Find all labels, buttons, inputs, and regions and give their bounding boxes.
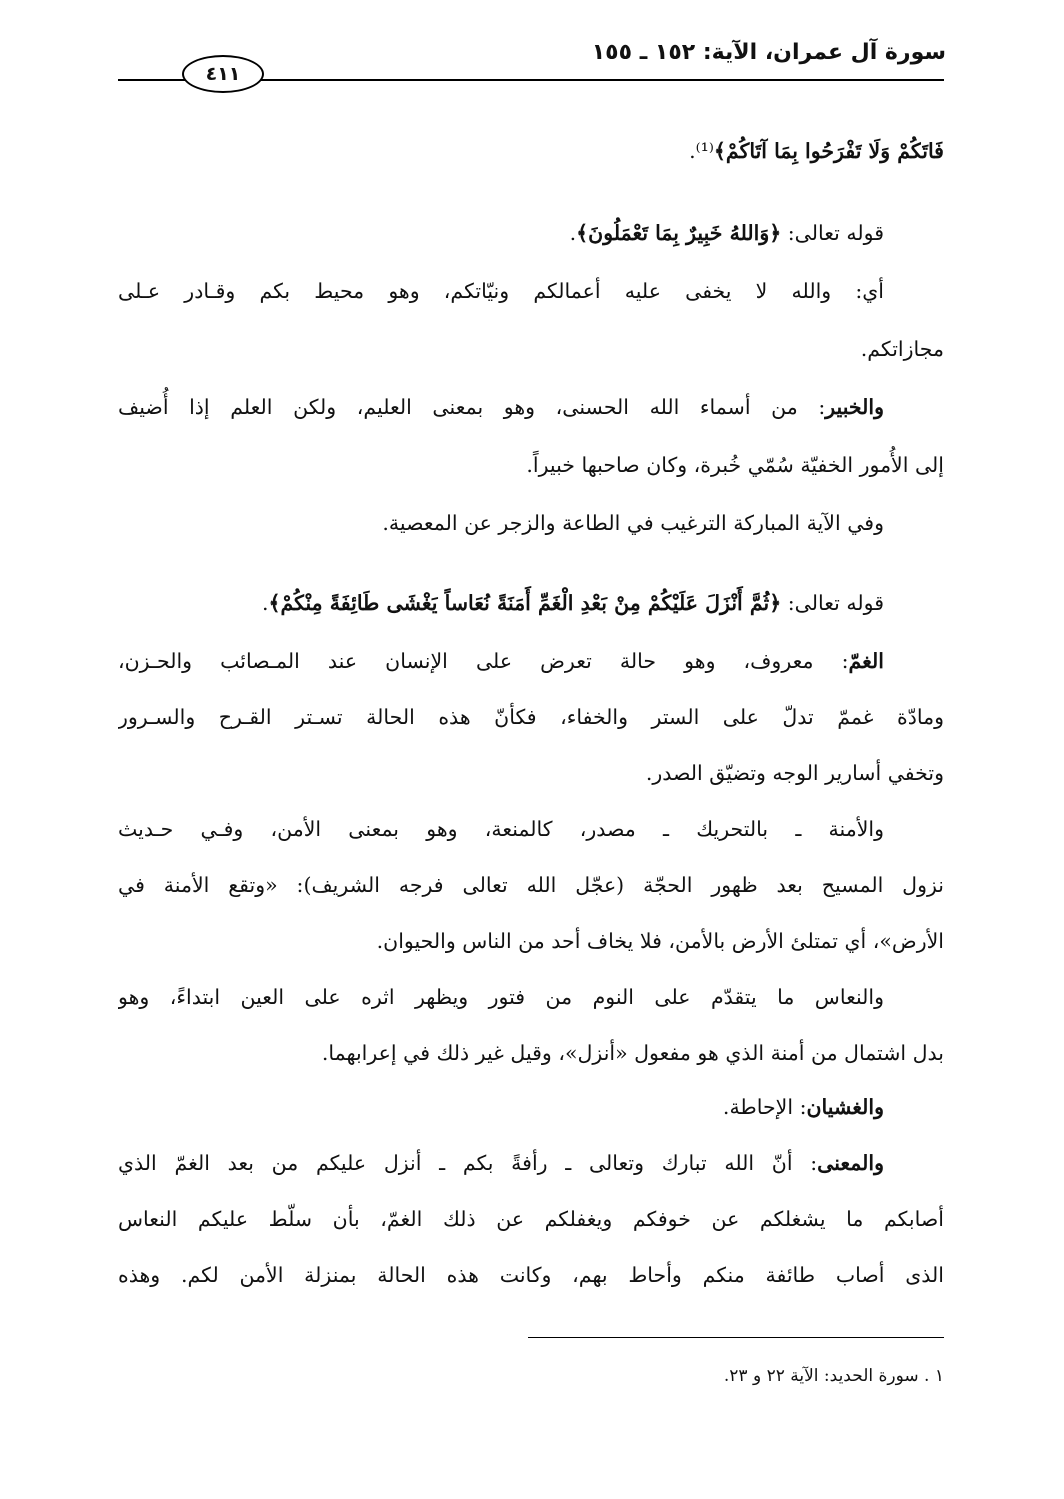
footnote-marker: ⁽¹⁾.	[689, 139, 714, 163]
text-line: أي: والله لا يخفى عليه أعمالكم ونيّاتكم، وهو محيط بكم وقـادر عـلى	[118, 279, 884, 303]
text-line: والخبير: من أسماء الله الحسنى، وهو بمعنى العليم، ولكن العلم إذا أُضيف	[118, 395, 884, 419]
text-line: قوله تعالى: ﴿ثُمَّ أَنْزَلَ عَلَيْكُمْ مِنْ بَعْدِ الْغَمِّ أَمَنَةً نُعَاساً يَغْشَى طَائِفَةً مِنْكُمْ﴾.	[261, 591, 884, 615]
text-line: والأمنة ـ بالتحريك ـ مصدر، كالمنعة، وهو بمعنى الأمن، وفـي حـديث	[118, 817, 884, 841]
text-line: والمعنى: أنّ الله تبارك وتعالى ـ رأفةً بكم ـ أنزل عليكم من بعد الغمّ الذي	[118, 1151, 884, 1175]
text-line: الذى أصاب طائفة منكم وأحاط بهم، وكانت هذه الحالة بمنزلة الأمن لكم. وهذه	[118, 1263, 944, 1287]
text-line: الأرض»، أي تمتلئ الأرض بالأمن، فلا يخاف أحد من الناس والحيوان.	[376, 929, 944, 953]
running-header-title: سورة آل عمران، الآية: ١٥٢ ـ ١٥٥	[591, 40, 946, 65]
term: والخبير	[825, 395, 884, 419]
text-line: الغمّ: معروف، وهو حالة تعرض على الإنسان عند المـصائب والحـزن،	[118, 649, 884, 673]
text-line: ومادّة غممّ تدلّ على الستر والخفاء، فكأنّ هذه الحالة تسـتر القـرح والسـرور	[118, 705, 944, 729]
quran-verse: فَاتَكُمْ وَلَا تَفْرَحُوا بِمَا آتَاكُمْ﴾	[713, 139, 944, 163]
text-line: نزول المسيح بعد ظهور الحجّة (عجّل الله تعالى فرجه الشريف): «وتقع الأمنة في	[118, 873, 944, 897]
footnote: ١ . سورة الحديد: الآية ٢٢ و ٢٣.	[723, 1366, 944, 1386]
text-line: مجازاتكم.	[860, 337, 944, 361]
text-line: بدل اشتمال من أمنة الذي هو مفعول «أنزل»، وقيل غير ذلك في إعرابهما.	[321, 1041, 944, 1065]
text-line: قوله تعالى: ﴿وَاللهُ خَبِيرٌ بِمَا تَعْمَلُونَ﴾.	[569, 221, 884, 245]
text-line: والنعاس ما يتقدّم على النوم من فتور ويظهر اثره على العين ابتداءً، وهو	[118, 985, 884, 1009]
term: الغمّ	[848, 649, 884, 673]
page-number-badge: ٤١١	[182, 55, 264, 93]
text-line: والغشيان: الإحاطة.	[722, 1095, 884, 1119]
term: والمعنى	[817, 1151, 884, 1175]
text-line: أصابكم ما يشغلكم عن خوفكم ويغفلكم عن ذلك الغمّ، بأن سلّط عليكم النعاس	[118, 1207, 944, 1231]
term: والغشيان	[806, 1095, 884, 1119]
text-line: وفي الآية المباركة الترغيب في الطاعة والزجر عن المعصية.	[382, 511, 884, 535]
quran-verse: ﴿وَاللهُ خَبِيرٌ بِمَا تَعْمَلُونَ﴾	[576, 221, 782, 245]
text-line: إلى الأُمور الخفيّة سُمّي خُبرة، وكان صاحبها خبيراً.	[526, 453, 944, 477]
quran-verse: ﴿ثُمَّ أَنْزَلَ عَلَيْكُمْ مِنْ بَعْدِ الْغَمِّ أَمَنَةً نُعَاساً يَغْشَى طَائِفَةً مِنْكُمْ﴾	[268, 591, 782, 615]
text-line	[118, 128, 944, 174]
footnote-rule	[528, 1337, 944, 1338]
text-line: وتخفي أسارير الوجه وتضيّق الصدر.	[645, 761, 944, 785]
